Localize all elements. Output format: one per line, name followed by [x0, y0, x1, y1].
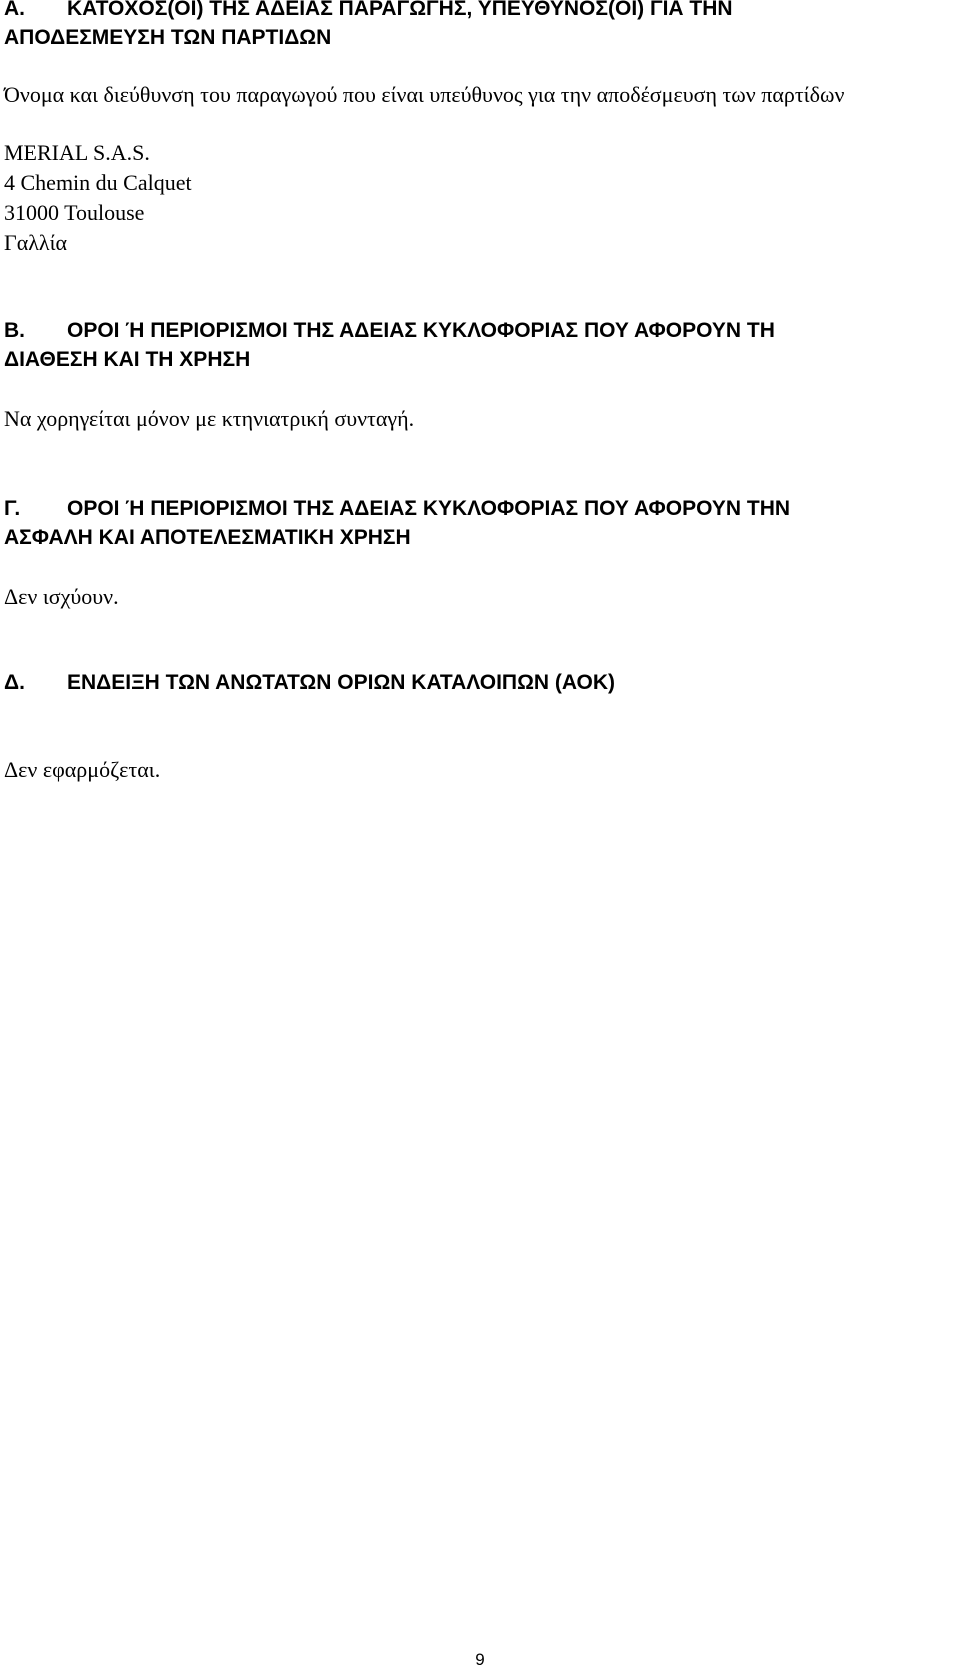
section-d-body: Δεν εφαρμόζεται. [4, 757, 161, 782]
section-d-heading [4, 668, 954, 697]
section-b-letter: Β. [4, 319, 25, 342]
section-a-title-line2: ΑΠΟΔΕΣΜΕΥΣΗ ΤΩΝ ΠΑΡΤΙΔΩΝ [4, 26, 332, 49]
section-c-body: Δεν ισχύουν. [4, 584, 119, 609]
page-number: 9 [475, 1650, 485, 1669]
address-line-country: Γαλλία [4, 230, 68, 255]
section-a-intro: Όνομα και διεύθυνση του παραγωγού που είναι υπεύθυνος για την αποδέσμευση των παρτίδων [4, 82, 845, 107]
address-line-city: 31000 Toulouse [4, 200, 145, 225]
section-b-title-line2: ΔΙΑΘΕΣΗ ΚΑΙ ΤΗ ΧΡΗΣΗ [4, 348, 251, 371]
section-b-body: Να χορηγείται μόνον με κτηνιατρική συνταγή. [4, 406, 415, 431]
section-a-heading [4, 0, 954, 52]
section-a-title-line1: ΚΑΤΟΧΟΣ(ΟΙ) ΤΗΣ ΑΔΕΙΑΣ ΠΑΡΑΓΩΓΗΣ, ΥΠΕΥΘΥΝΟΣ(ΟΙ) ΓΙΑ ΤΗΝ [67, 0, 733, 20]
section-d-letter: Δ. [4, 671, 25, 694]
section-c-heading [4, 494, 954, 552]
section-b-title-line1: ΟΡΟΙ Ή ΠΕΡΙΟΡΙΣΜΟΙ ΤΗΣ ΑΔΕΙΑΣ ΚΥΚΛΟΦΟΡΙΑΣ ΠΟΥ ΑΦΟΡΟΥΝ ΤΗ [67, 319, 775, 342]
section-c-letter: Γ. [4, 497, 21, 520]
address-line-company: MERIAL S.A.S. [4, 140, 150, 165]
section-d-title-line1: ΕΝΔΕΙΞΗ ΤΩΝ ΑΝΩΤΑΤΩΝ ΟΡΙΩΝ ΚΑΤΑΛΟΙΠΩΝ (ΑΟΚ) [67, 671, 616, 694]
section-c-title-line1: ΟΡΟΙ Ή ΠΕΡΙΟΡΙΣΜΟΙ ΤΗΣ ΑΔΕΙΑΣ ΚΥΚΛΟΦΟΡΙΑΣ ΠΟΥ ΑΦΟΡΟΥΝ ΤΗΝ [67, 497, 791, 520]
section-a-letter: Α. [4, 0, 25, 20]
section-b-heading [4, 316, 954, 374]
section-c-title-line2: ΑΣΦΑΛΗ ΚΑΙ ΑΠΟΤΕΛΕΣΜΑΤΙΚΗ ΧΡΗΣΗ [4, 526, 411, 549]
address-line-street: 4 Chemin du Calquet [4, 170, 192, 195]
